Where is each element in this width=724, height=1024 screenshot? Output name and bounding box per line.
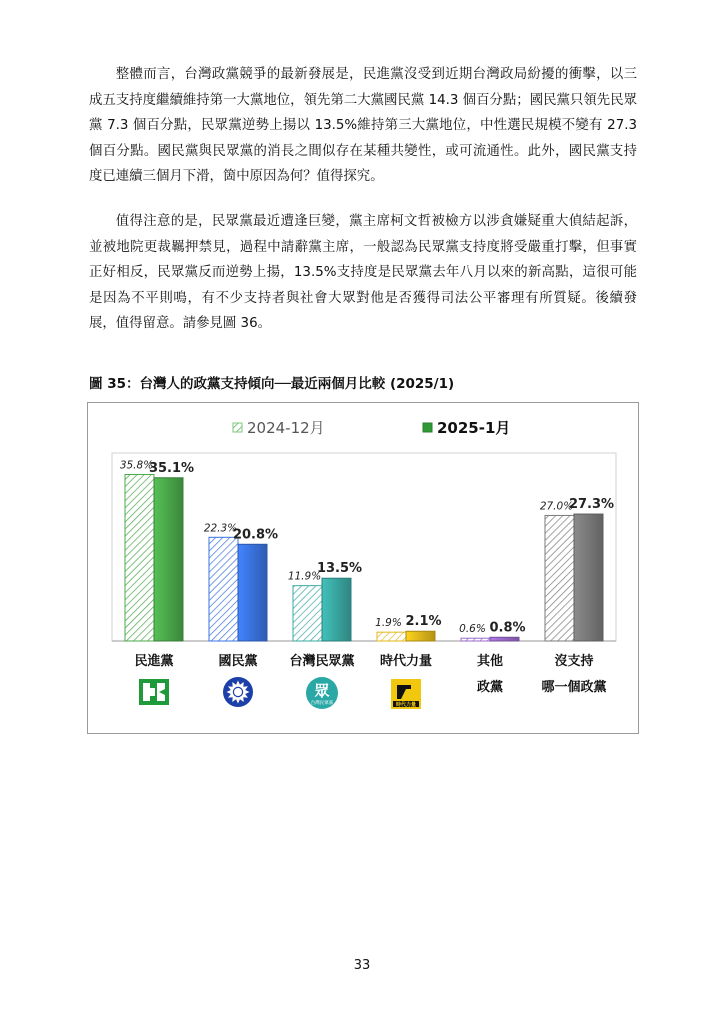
data-label-jan-3: 13.5% bbox=[316, 561, 363, 577]
data-label-jan-5: 0.8% bbox=[489, 620, 526, 636]
category-label-4: 時代力量 bbox=[379, 654, 433, 669]
category-label-5-1: 其他 bbox=[476, 654, 504, 669]
legend-label-2: 2025-1月 bbox=[437, 419, 511, 437]
data-label-jan-6: 27.3% bbox=[568, 497, 615, 513]
data-label-dec-5: 0.6% bbox=[459, 623, 486, 636]
category-label-6-2: 哪一個政黨 bbox=[541, 680, 607, 695]
tpp-logo-text: 眾 bbox=[314, 682, 330, 700]
dpp-logo-icon bbox=[139, 679, 169, 705]
page-number: 33 bbox=[353, 958, 371, 973]
npp-logo-text: 時代力量 bbox=[395, 702, 417, 708]
legend-label-1: 2024-12月 bbox=[247, 419, 325, 437]
bar-jan-4 bbox=[406, 631, 435, 641]
bar-jan-2 bbox=[238, 544, 267, 641]
kmt-logo-icon bbox=[223, 677, 253, 707]
data-label-dec-2: 22.3% bbox=[203, 522, 238, 535]
npp-logo-icon bbox=[391, 679, 421, 709]
bar-chart bbox=[88, 403, 638, 733]
category-label-1: 民進黨 bbox=[134, 654, 174, 669]
data-label-dec-4: 1.9% bbox=[375, 617, 402, 630]
chart-frame bbox=[87, 402, 639, 734]
paragraph-1-text: 整體而言，台灣政黨競爭的最新發展是，民進黨沒受到近期台灣政局紛擾的衝擊，以三成五支持度繼續維持第一大黨地位，領先第二大黨國民黨 14.3 個百分點；國民黨只領先民眾黨 7.3 個百分點，民眾黨逆勢上揚以 13.5%維持第三大黨地位，中性選民規模不變有 27.3 個百分點。國民黨與民眾黨的消長之間似存在某種共變性，或可流通性。此外，國民黨支持度已連續三個月下滑，箇中原因為何？值得探究。 bbox=[89, 67, 637, 184]
bar-jan-5 bbox=[490, 637, 519, 641]
data-label-dec-6: 27.0% bbox=[539, 500, 574, 513]
data-label-jan-1: 35.1% bbox=[148, 460, 195, 476]
tpp-logo-subtext: 台灣民眾黨 bbox=[310, 701, 334, 706]
bar-dec-4 bbox=[377, 632, 406, 641]
legend-swatch-2 bbox=[423, 423, 432, 432]
bar-jan-6 bbox=[574, 514, 603, 641]
data-label-jan-2: 20.8% bbox=[232, 527, 279, 543]
data-label-dec-3: 11.9% bbox=[287, 570, 322, 583]
paragraph-2-text: 值得注意的是，民眾黨最近遭逢巨變，黨主席柯文哲被檢方以涉貪嫌疑重大偵結起訴，並被地院更裁羈押禁見，過程中請辭黨主席，一般認為民眾黨支持度將受嚴重打擊，但事實正好相反，民眾黨反而逆勢上揚，13.5%支持度是民眾黨去年八月以來的新高點，這很可能是因為不平則鳴，有不少支持者與社會大眾對他是否獲得司法公平審理有所質疑。後續發展，值得留意。請參見圖 36。 bbox=[89, 214, 637, 331]
figure-title: 圖 35：台灣人的政黨支持傾向──最近兩個月比較 (2025/1) bbox=[89, 376, 455, 392]
category-label-3: 台灣民眾黨 bbox=[289, 654, 355, 669]
plot-area bbox=[112, 453, 616, 641]
bar-dec-1 bbox=[125, 475, 154, 641]
data-label-jan-4: 2.1% bbox=[405, 614, 442, 630]
tpp-logo-icon bbox=[306, 677, 338, 709]
bar-dec-2 bbox=[209, 537, 238, 641]
data-label-dec-1: 35.8% bbox=[119, 459, 154, 472]
category-label-5-2: 政黨 bbox=[476, 680, 504, 695]
legend-swatch-1 bbox=[233, 423, 242, 432]
bar-dec-6 bbox=[545, 515, 574, 641]
paragraph-2 bbox=[89, 209, 637, 337]
paragraph-1 bbox=[89, 62, 637, 190]
bar-dec-5 bbox=[461, 638, 490, 641]
bar-dec-3 bbox=[293, 586, 322, 641]
category-label-6-1: 沒支持 bbox=[554, 654, 594, 669]
category-label-2: 國民黨 bbox=[218, 654, 258, 669]
bar-jan-1 bbox=[154, 478, 183, 641]
bar-jan-3 bbox=[322, 578, 351, 641]
